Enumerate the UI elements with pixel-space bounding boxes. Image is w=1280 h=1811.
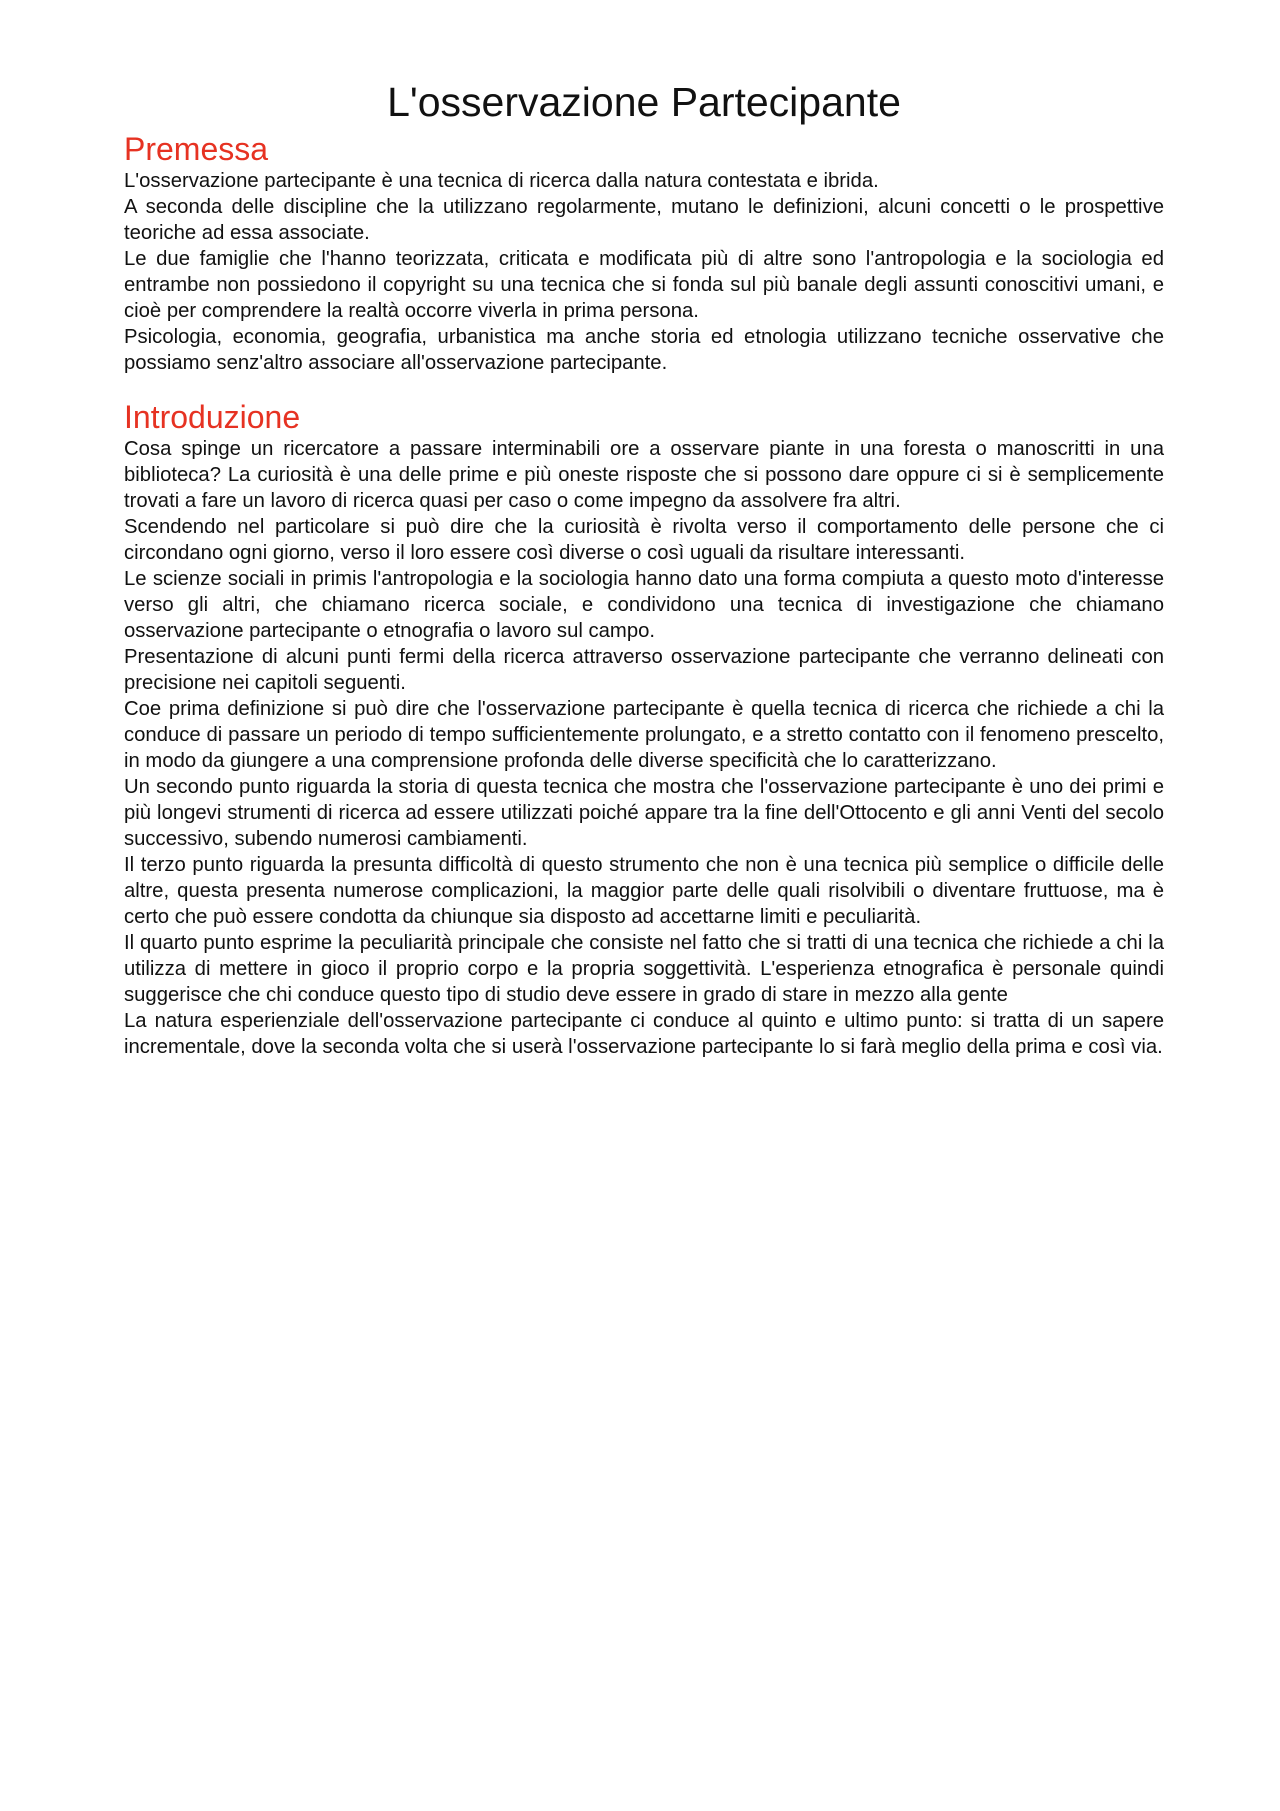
section-heading-introduzione: Introduzione <box>124 399 301 435</box>
document-page <box>124 78 1164 1060</box>
paragraph: La natura esperienziale dell'osservazione partecipante ci conduce al quinto e ultimo punto: si tratta di un sapere incrementale, dove la seconda volta che si userà l'osservazione partecipante lo si farà meglio della prima e così via. <box>124 1010 1164 1058</box>
paragraph: Il quarto punto esprime la peculiarità principale che consiste nel fatto che si tratti di una tecnica che richiede a chi la utilizza di mettere in gioco il proprio corpo e la propria soggettività. L'esperienza etnografica è personale quindi suggerisce che chi conduce questo tipo di studio deve essere in grado di stare in mezzo alla gente <box>124 932 1164 1006</box>
paragraph: Le due famiglie che l'hanno teorizzata, criticata e modificata più di altre sono l'antropologia e la sociologia ed entrambe non possiedono il copyright su una tecnica che si fonda sul più banale degli assunti conoscitivi umani, e cioè per comprendere la realtà occorre viverla in prima persona. <box>124 248 1164 322</box>
paragraph: Il terzo punto riguarda la presunta difficoltà di questo strumento che non è una tecnica più semplice o difficile delle altre, questa presenta numerose complicazioni, la maggior parte delle quali risolvibili o diventare fruttuose, ma è certo che può essere condotta da chiunque sia disposto ad accettarne limiti e peculiarità. <box>124 854 1164 928</box>
paragraph: Scendendo nel particolare si può dire che la curiosità è rivolta verso il comportamento delle persone che ci circondano ogni giorno, verso il loro essere così diverse o così uguali da risultare interessanti. <box>124 516 1164 564</box>
paragraph: Un secondo punto riguarda la storia di questa tecnica che mostra che l'osservazione partecipante è uno dei primi e più longevi strumenti di ricerca ad essere utilizzati poiché appare tra la fine dell'Ottocento e gli anni Venti del secolo successivo, subendo numerosi cambiamenti. <box>124 776 1164 850</box>
paragraph: Le scienze sociali in primis l'antropologia e la sociologia hanno dato una forma compiuta a questo moto d'interesse verso gli altri, che chiamano ricerca sociale, e condividono una tecnica di investigazione che chiamano osservazione partecipante o etnografia o lavoro sul campo. <box>124 568 1164 642</box>
document-title: L'osservazione Partecipante <box>387 79 901 125</box>
paragraph: Coe prima definizione si può dire che l'osservazione partecipante è quella tecnica di ricerca che richiede a chi la conduce di passare un periodo di tempo sufficientemente prolungato, e a stretto contatto con il fenomeno prescelto, in modo da giungere a una comprensione profonda delle diverse specificità che lo caratterizzano. <box>124 698 1164 772</box>
paragraph: Psicologia, economia, geografia, urbanistica ma anche storia ed etnologia utilizzano tecniche osservative che possiamo senz'altro associare all'osservazione partecipante. <box>124 326 1164 374</box>
paragraph: Cosa spinge un ricercatore a passare interminabili ore a osservare piante in una foresta o manoscritti in una biblioteca? La curiosità è una delle prime e più oneste risposte che si possono dare oppure ci si è semplicemente trovati a fare un lavoro di ricerca quasi per caso o come impegno da assolvere fra altri. <box>124 438 1164 512</box>
paragraph: Presentazione di alcuni punti fermi della ricerca attraverso osservazione partecipante che verranno delineati con precisione nei capitoli seguenti. <box>124 646 1164 694</box>
section-introduzione <box>124 398 1164 1060</box>
section-heading-premessa: Premessa <box>124 131 269 167</box>
paragraph: A seconda delle discipline che la utilizzano regolarmente, mutano le definizioni, alcuni concetti o le prospettive teoriche ad essa associate. <box>124 196 1164 244</box>
section-premessa <box>124 130 1164 376</box>
paragraph: L'osservazione partecipante è una tecnica di ricerca dalla natura contestata e ibrida. <box>124 170 879 192</box>
